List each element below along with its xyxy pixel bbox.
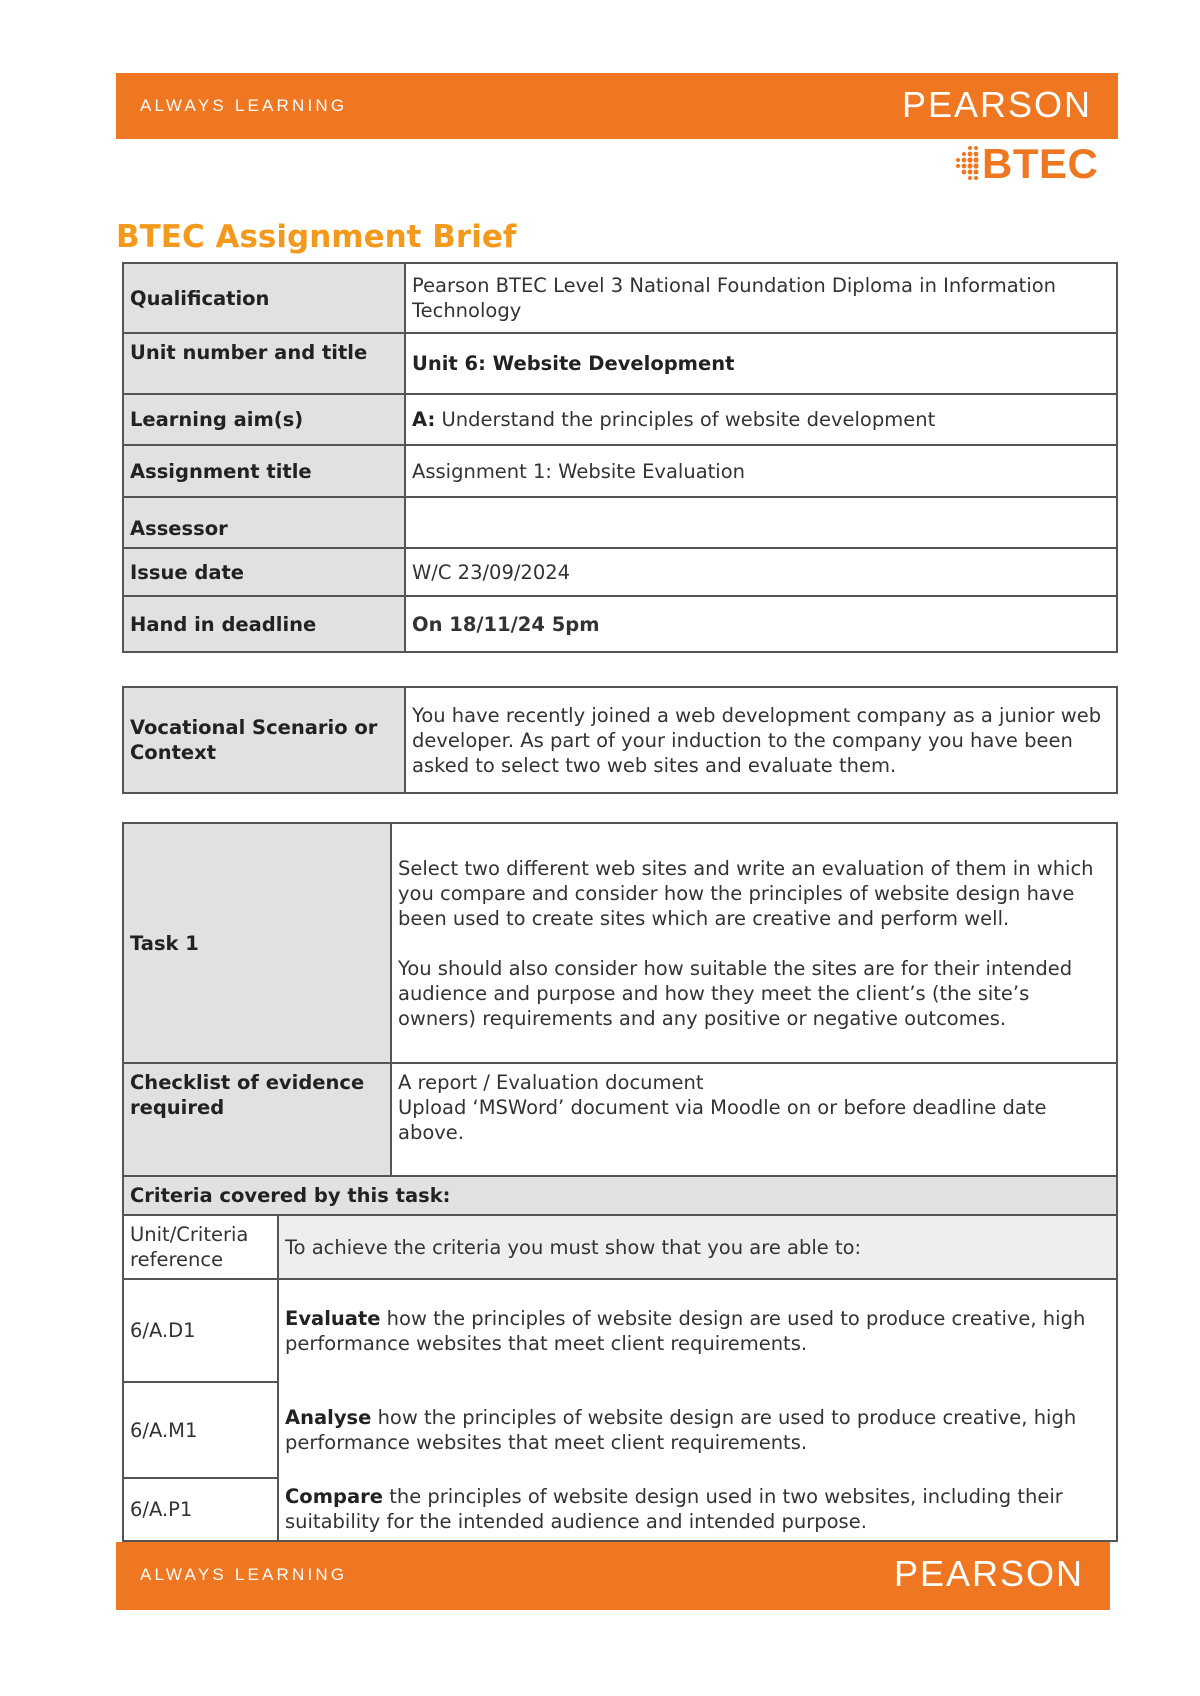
criteria-desc: [278, 1478, 1117, 1541]
deadline-label: Hand in deadline: [123, 596, 405, 652]
table-row: [123, 497, 1117, 548]
criteria-ref: 6/A.M1: [123, 1382, 278, 1478]
scenario-table: [122, 686, 1118, 794]
criteria-desc: [278, 1279, 1117, 1382]
checklist-line-2: Upload ‘MSWord’ document via Moodle on or before deadline date above.: [398, 1096, 1047, 1144]
assignment-info-table: [122, 262, 1118, 653]
deadline-value: On 18/11/24 5pm: [405, 596, 1117, 652]
criteria-ref: 6/A.P1: [123, 1478, 278, 1541]
scenario-text: You have recently joined a web development company as a junior web developer. As part of your induction to the company you have been asked to select two web sites and evaluate them.: [405, 687, 1117, 793]
unit-label: Unit number and title: [123, 333, 405, 394]
table-row: [123, 333, 1117, 394]
criteria-heading: Criteria covered by this task:: [123, 1176, 1117, 1215]
assessor-label: Assessor: [123, 497, 405, 548]
criteria-text: how the principles of website design are used to produce creative, high performance websites that meet client requirements.: [285, 1406, 1077, 1454]
unit-value: Unit 6: Website Development: [405, 333, 1117, 394]
issue-date-value: W/C 23/09/2024: [405, 548, 1117, 596]
criteria-ref-header: Unit/Criteria reference: [123, 1215, 278, 1279]
qualification-label: Qualification: [123, 263, 405, 333]
table-row: [123, 1382, 1117, 1478]
criteria-text: the principles of website design used in two websites, including their suitability for the intended audience and intended purpose.: [285, 1485, 1063, 1533]
checklist-line-1: A report / Evaluation document: [398, 1071, 704, 1094]
assignment-title-value: Assignment 1: Website Evaluation: [405, 445, 1117, 497]
table-row: [123, 1063, 1117, 1176]
table-row: [123, 1215, 1117, 1279]
qualification-value: Pearson BTEC Level 3 National Foundation Diploma in Information Technology: [405, 263, 1117, 333]
assessor-value: [405, 497, 1117, 548]
footer-banner: [116, 1542, 1110, 1610]
learning-aim-prefix: A:: [412, 408, 436, 431]
criteria-verb: Compare: [285, 1485, 383, 1508]
table-row: [123, 445, 1117, 497]
footer-pearson-logo: PEARSON: [893, 1553, 1084, 1594]
criteria-desc: [278, 1382, 1117, 1478]
criteria-ref: 6/A.D1: [123, 1279, 278, 1382]
checklist-value: [391, 1063, 1117, 1176]
criteria-verb: Analyse: [285, 1406, 372, 1429]
criteria-text: how the principles of website design are used to produce creative, high performance websites that meet client requirements.: [285, 1307, 1086, 1355]
criteria-desc-header: To achieve the criteria you must show that you are able to:: [278, 1215, 1117, 1279]
checklist-label: Checklist of evidence required: [123, 1063, 391, 1176]
table-row: [123, 596, 1117, 652]
learning-aim-label: Learning aim(s): [123, 394, 405, 445]
table-row: [123, 394, 1117, 445]
btec-wordmark: BTEC: [982, 140, 1099, 187]
table-row: [123, 548, 1117, 596]
header-banner: [116, 73, 1118, 139]
learning-aim-value: [405, 394, 1117, 445]
table-row: [123, 1478, 1117, 1541]
dotted-cube-icon: [950, 144, 980, 184]
task-paragraph-1: Select two different web sites and write an evaluation of them in which you compare and consider how the principles of website design have been used to create sites which are creative and perform well.: [398, 856, 1094, 930]
criteria-verb: Evaluate: [285, 1307, 381, 1330]
learning-aim-text: Understand the principles of website development: [435, 408, 936, 431]
issue-date-label: Issue date: [123, 548, 405, 596]
task-label: Task 1: [123, 823, 391, 1063]
table-row: [123, 823, 1117, 1063]
footer-tagline: ALWAYS LEARNING: [140, 1565, 348, 1584]
table-row: [123, 263, 1117, 333]
page-title: BTEC Assignment Brief: [116, 219, 517, 255]
table-row: [123, 1279, 1117, 1382]
table-row: [123, 1176, 1117, 1215]
banner-tagline: ALWAYS LEARNING: [140, 96, 348, 115]
btec-logo: [950, 141, 1098, 187]
pearson-logo: PEARSON: [901, 84, 1092, 125]
scenario-label: Vocational Scenario or Context: [123, 687, 405, 793]
assignment-title-label: Assignment title: [123, 445, 405, 497]
task-table: [122, 822, 1118, 1542]
table-row: [123, 687, 1117, 793]
task-description: [391, 823, 1117, 1063]
task-paragraph-2: You should also consider how suitable the sites are for their intended audience and purpose and how they meet the client’s (the site’s owners) requirements and any positive or negative outcomes.: [398, 956, 1073, 1030]
